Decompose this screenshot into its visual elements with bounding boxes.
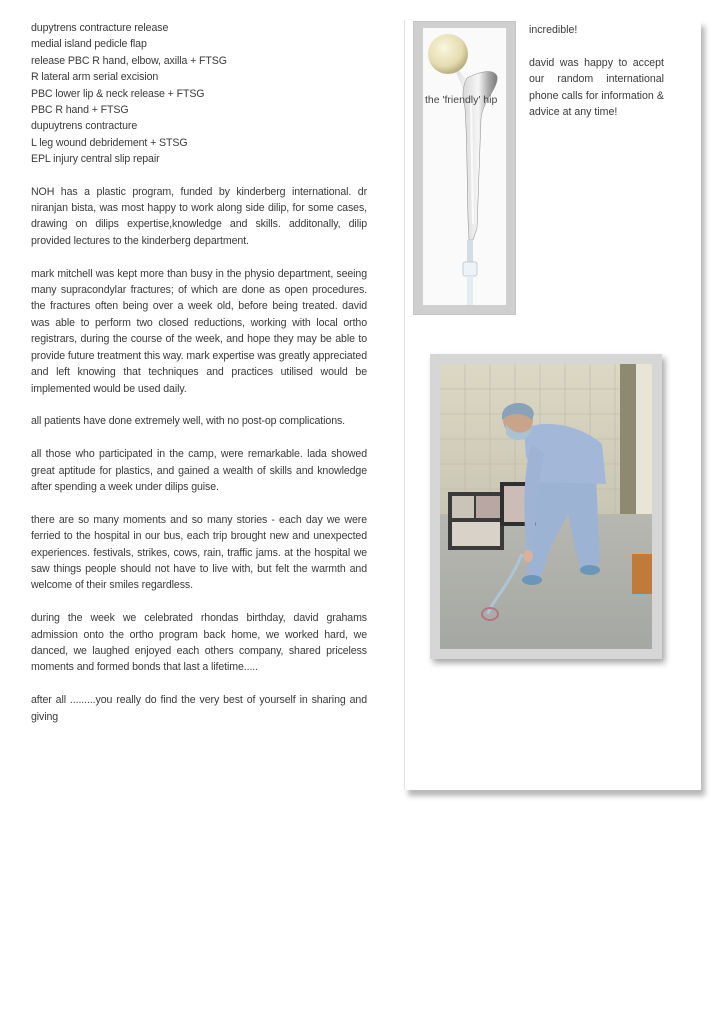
procedure-item: dupytrens contracture release	[31, 22, 169, 34]
hip-implant-image-frame	[414, 22, 515, 314]
procedure-item: PBC R hand + FTSG	[31, 104, 129, 117]
procedure-item: medial island pedicle flap	[31, 38, 147, 51]
side-text-column	[529, 22, 664, 137]
side-text-phone-calls: david was happy to accept our random international phone calls for information & advice at any time!	[529, 56, 664, 119]
procedure-item: release PBC R hand, elbow, axilla + FTSG	[31, 54, 227, 67]
surgeon-photo-frame	[430, 354, 662, 659]
surgeon-photo-illustration	[440, 364, 652, 649]
paragraph-outcomes: all patients have done extremely well, with no post-op complications.	[31, 415, 346, 428]
main-text-column	[31, 20, 367, 741]
paragraph-participants: all those who participated in the camp, were remarkable. lada showed great aptitude for plastics, and gained a wealth of skills and knowledge after spending a week under dilips guise.	[31, 448, 367, 493]
hip-implant-illustration	[423, 28, 506, 305]
hip-implant-image	[423, 28, 506, 305]
procedure-item: R lateral arm serial excision	[31, 71, 159, 84]
hip-caption: the 'friendly' hip	[425, 94, 498, 106]
surgeon-photo	[440, 364, 652, 649]
procedure-item: dupuytrens contracture	[31, 120, 138, 133]
procedure-item: EPL injury central slip repair	[31, 153, 160, 166]
paragraph-physio: mark mitchell was kept more than busy in the physio department, seeing many supracondylar fractures; of which are done as open procedures. the fractures often being over a week old, before being treated. david was able to perform two closed reductions, working with local ortho registrars, during the course of the week, and hope they may be able to provide future treatment this way. mark expertise was greatly appreciated and left knowing that techniques and practices utilised would be implemented would be used daily.	[31, 267, 367, 395]
paragraph-closing: after all .........you really do find the very best of yourself in sharing and giving	[31, 694, 367, 723]
side-text-incredible: incredible!	[529, 24, 578, 36]
procedure-list	[31, 20, 367, 168]
paragraph-celebrations: during the week we celebrated rhondas birthday, david grahams admission onto the ortho program back home, we worked hard, we danced, we laughed enjoyed each others company, shared priceless moments and formed bonds that last a lifetime.....	[31, 612, 367, 674]
procedure-item: L leg wound debridement + STSG	[31, 136, 188, 149]
procedure-item: PBC lower lip & neck release + FTSG	[31, 87, 205, 100]
paragraph-moments: there are so many moments and so many stories - each day we were ferried to the hospital in our bus, each trip brought new and unexpected experiences. festivals, strikes, cows, rain, traffic jams. at the hospital we saw things people should not have to live with, but felt the warmth and welcome of their smiles regardless.	[31, 513, 367, 592]
paragraph-plastic-program: NOH has a plastic program, funded by kinderberg international. dr niranjan bista, was most happy to work along side dilip, for some cases, drawing on dilips expertise,knowledge and skills. additonally, dilip provided lectures to the kinderberg department.	[31, 185, 367, 247]
